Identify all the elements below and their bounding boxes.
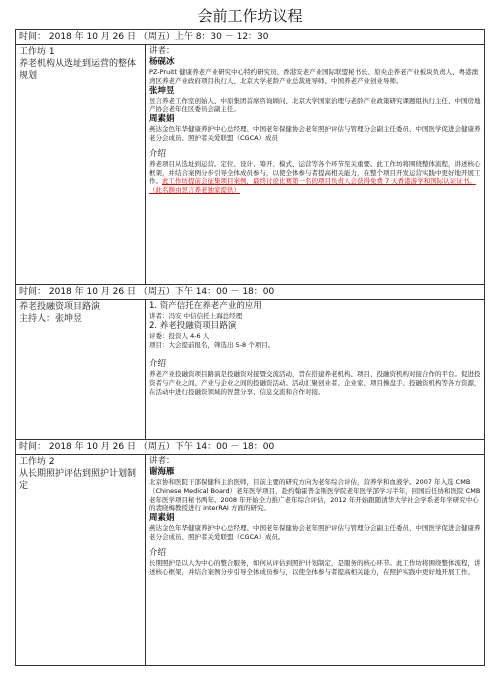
- workshop-label: 工作坊 2: [19, 457, 55, 467]
- agenda-item-detail: 讲者：冯安 中信信托上海总经理: [149, 312, 243, 320]
- session-2-row: [16, 300, 485, 440]
- intro-body: 养老项目从选址到运营。定位、设计、筹开、模式、运营等各个环节至关重要。此工作坊将围绕整体流程，讲述核心框架，并结合案例分步引导全体成员参与，以使全体参与者提高相关能力，在整个项目开发运营实践中更好地开展工作。: [149, 159, 481, 186]
- session-topic: 养老机构从选址到运营的整体规划: [19, 59, 137, 81]
- page-title: 会前工作坊议程: [197, 7, 303, 25]
- speaker-name: 谢海雁: [149, 467, 175, 477]
- speaker-name: 张坤昱: [149, 85, 175, 96]
- agenda-item-detail: 项目：大会提前报名，筛选出 5-8 个项目。: [149, 340, 275, 349]
- speaker-bio: 燕达金色年华健康养护中心总经理、中国老年保健协会老年照护评估与管理分会副主任委员、中国医学促进会健康养老分会成员、照护者关爱联盟（CGCA）成员。: [149, 524, 481, 541]
- intro-label: 介绍: [149, 148, 167, 159]
- agenda-item-heading: 1. 资产信托在养老产业的应用: [149, 301, 262, 311]
- session-1-right-cell: [146, 45, 485, 285]
- agenda-page: [15, 5, 485, 666]
- session-2-left-cell: [16, 300, 146, 440]
- session-2-time-row: [16, 285, 485, 300]
- session-1-time-row: [16, 30, 485, 45]
- workshop-label: 工作坊 1: [19, 47, 55, 57]
- agenda-item-detail: 评委：投资人 4-6 人: [149, 331, 210, 340]
- session-3-right-cell: [146, 455, 485, 666]
- intro-highlight: 此工作坊提前会征集项目案例，最终讨论比赛第一名的项目负责人会获得免费 7 天香港游学和国际认证证书。（此名额由昱言养老独家提供）: [149, 177, 476, 195]
- intro-label: 介绍: [149, 359, 167, 370]
- intro-label: 介绍: [149, 547, 167, 558]
- session-topic: 从长期照护评估到照护计划制定: [19, 469, 137, 491]
- session-1-row: [16, 45, 485, 285]
- session-3-time-row: [16, 440, 485, 455]
- session-3-left-cell: [16, 455, 146, 666]
- session-3-row: [16, 455, 485, 666]
- speaker-bio: PZ-Pruitt 健康养老产业研究中心特约研究员、香港安老产业国际联盟秘书长、原央企养老产业板块负责人、粤港澳湾区养老产业政府项目执行人、北京大学老龄产业总裁班导师、中国养老产业创业导师。: [149, 68, 479, 85]
- session-3-time: 时间： 2018 年 10 月 26 日 （周五）下午 14：00 － 18：00: [16, 440, 485, 455]
- session-2-time: 时间： 2018 年 10 月 26 日 （周五）下午 14：00 － 18：00: [16, 285, 485, 300]
- session-2-right-cell: [146, 300, 485, 440]
- speaker-name: 周素娟: [149, 114, 175, 125]
- agenda-table: [15, 29, 485, 666]
- speaker-label: 讲者：: [149, 456, 175, 466]
- session-topic: 养老投融资项目路演: [19, 302, 101, 312]
- intro-text: 养老产业投融资项目路演是投融资对接暨交流活动，旨在搭建养老机构、项目、投融资机构对接合作的平台。促进投资者与产业之间、产业与企业之间的投融资活动。活动汇聚创业者、企业家、项目操盘手、投融资机构等各方资源，在活动中进行投融资领域的智慧分享、信息交流和合作对接。: [149, 370, 481, 396]
- session-1-left-cell: [16, 45, 146, 285]
- session-1-time: 时间： 2018 年 10 月 26 日 （周五）上午 8：30 － 12：30: [16, 30, 485, 45]
- host-label: 主持人：张坤昱: [19, 314, 83, 324]
- intro-text: [149, 160, 481, 195]
- speaker-label: 讲者：: [149, 46, 175, 56]
- speaker-name: 杨砚冰: [149, 57, 175, 67]
- speaker-name: 周素娟: [149, 513, 175, 524]
- speaker-bio: 燕达金色年华健康养护中心总经理、中国老年保健协会老年照护评估与管理分会副主任委员、中国医学促进会健康养老分会成员、照护者关爱联盟（CGCA）成员: [149, 125, 481, 142]
- agenda-item-heading: 2. 养老投融资项目路演: [149, 320, 237, 331]
- speaker-bio: 昱言养老工作室创始人、中原集团首席咨询顾问、北京大学国家治理与老龄产业政策研究课题组执行主任、中国房地产协会老年住区委员会副主任。: [149, 96, 481, 114]
- intro-text: 长期照护是以人为中心的整合服务，如何从评估到照护计划制定，是服务的核心环节。此工作坊将围绕整体流程，讲述核心框架，并结合案例分步引导全体成员参与，以使全体参与者提高相关能力，在照护实践中更好地开展工作。: [149, 558, 481, 576]
- speaker-bio: 北京协和医院干部保健科主治医师，目前主要的研究方向为老年综合评估，营养学和血液学。2007 年入选 CMB（Chinese Medical Board）老年医学项目，赴约翰霍普金斯医学院老年医学部学习半年，回国后任协和医院 CMB 老年医学项目秘书两年。2008 年开始全力推广老年综合评估，2012 年开始跟随清华大学社会学系老年学研究中心的裴晓梅教授进行 interRAI 方面的研究。: [149, 478, 481, 513]
